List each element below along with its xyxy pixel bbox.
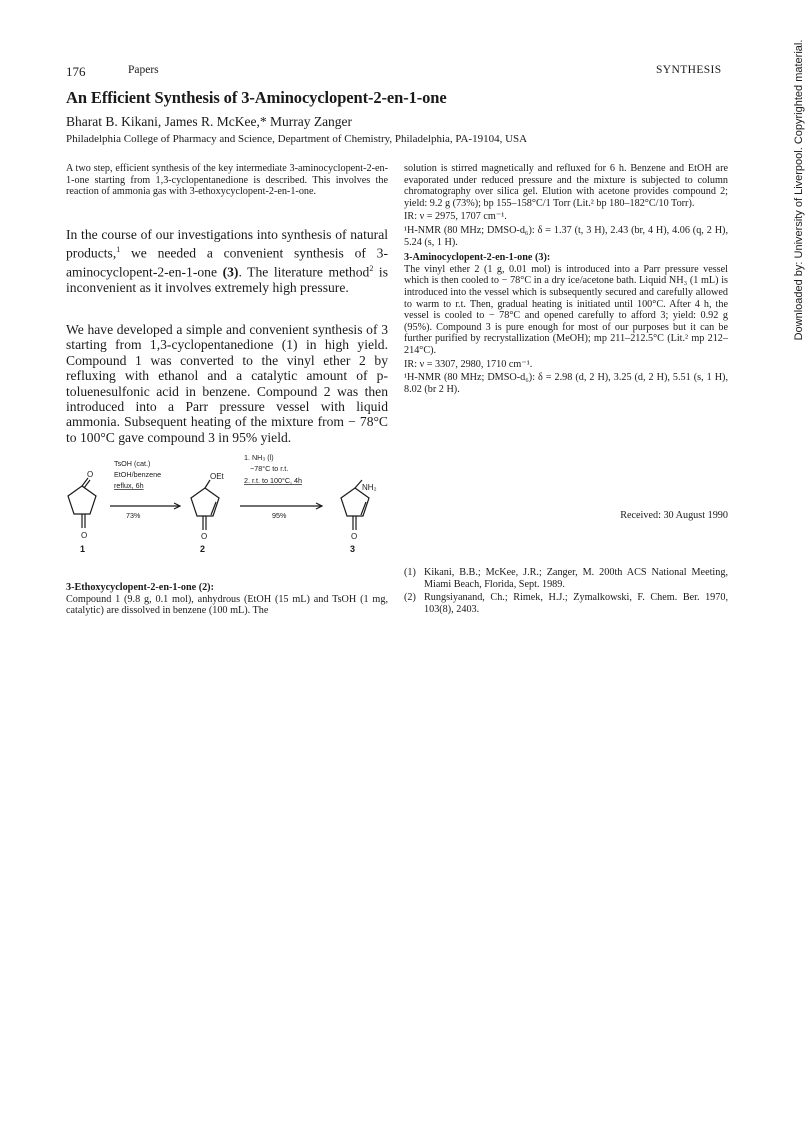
- intro-text-d: is inconvenient as it involves extremely high pressure.: [66, 264, 388, 296]
- step2-heating: 2. r.t. to 100°C, 4h: [244, 476, 303, 485]
- step1-conditions: reflux, 6h: [114, 481, 144, 490]
- compound-1-structure: [68, 478, 96, 528]
- scheme-o-1b: O: [81, 531, 88, 540]
- page-number: 176: [66, 64, 86, 79]
- step1-solvent: EtOH/benzene: [114, 470, 162, 479]
- right-column: [404, 163, 728, 395]
- compound-label-2: 2: [200, 544, 206, 554]
- compound-label-3: 3: [350, 544, 356, 554]
- experimental-compound-2: [66, 582, 388, 617]
- step2-cooling: −78°C to r.t.: [250, 464, 289, 473]
- procedure-compound-3: The vinyl ether 2 (1 g, 0.01 mol) is introduced into a Parr pressure vessel which is then cooled to − 78°C in a dry ice/acetone bath. Liquid NH₃ (1 mL) is introduced into the vessel which is subsequently secured and carefully allowed to warm to r.t. Then, gradual heating is initiated until 100°C. After 4 h, the vessel is cooled to − 78°C and opened carefully to afford 3; yield: 0.92 g (95%). Compound 3 is pure enough for most of our purposes but it can be further purified by recrystallization (MeOH); mp 211–212.5°C (Lit.² mp 212–214°C).: [404, 263, 728, 356]
- section-label: Papers: [128, 64, 159, 76]
- nmr-compound-2: ¹H-NMR (80 MHz; DMSO-d₆): δ = 1.37 (t, 3 H), 2.43 (br, 4 H), 4.06 (q, 2 H), 5.24 (s, 1 H).: [404, 224, 728, 248]
- heading-compound-3: 3-Aminocyclopent-2-en-1-one (3):: [404, 252, 551, 264]
- reference-item: [404, 592, 728, 615]
- journal-name: SYNTHESIS: [656, 64, 722, 76]
- ref-mark-2: 2: [369, 264, 374, 274]
- step2-reagent: 1. NH₃ (l): [244, 453, 274, 462]
- scheme-o-1a: O: [87, 470, 94, 479]
- reaction-scheme: [60, 448, 390, 560]
- received-date: Received: 30 August 1990: [620, 510, 728, 521]
- intro-text-c: . The literature method: [238, 264, 370, 280]
- procedure-compound-2-part-a: Compound 1 (9.8 g, 0.1 mol), anhydrous (EtOH (15 mL) and TsOH (1 mg, catalytic) are dissolved in benzene (100 mL). The: [66, 593, 388, 617]
- step1-reagent: TsOH (cat.): [114, 459, 151, 468]
- reference-number: (1): [404, 567, 416, 578]
- results-paragraph: We have developed a simple and convenient synthesis of 3 starting from 1,3-cyclopentanedione (1) in high yield. Compound 1 was converted to the vinyl ether 2 by refluxing with ethanol and a catalytic amount of p-toluenesulfonic acid in benzene. Compound 2 was then introduced into a Parr pressure vessel with liquid ammonia. Subsequent heating of the mixture from − 78°C to 100°C gave compound 3 in 95% yield.: [66, 322, 388, 445]
- reference-text: Kikani, B.B.; McKee, J.R.; Zanger, M. 200th ACS National Meeting, Miami Beach, Florida, Sept. 1989.: [424, 567, 728, 590]
- oet-label: OEt: [210, 472, 224, 481]
- article-title: An Efficient Synthesis of 3-Aminocyclopent-2-en-1-one: [66, 88, 447, 107]
- intro-paragraph: [66, 227, 388, 296]
- intro-text-a: In the course of our investigations into synthesis of natural products,: [66, 227, 388, 261]
- heading-compound-2: 3-Ethoxycyclopent-2-en-1-one (2):: [66, 582, 214, 593]
- ref-mark-1: 1: [116, 245, 121, 255]
- compound-label-1: 1: [80, 544, 86, 554]
- intro-text-b: we needed a convenient synthesis of 3-aminocyclopent-2-en-1-one: [66, 245, 388, 280]
- step1-yield: 73%: [126, 511, 141, 520]
- ir-compound-3: IR: ν = 3307, 2980, 1710 cm⁻¹.: [404, 358, 533, 370]
- compound-ref-3: (3): [222, 264, 239, 280]
- reference-text: Rungsiyanand, Ch.; Rimek, H.J.; Zymalkowski, F. Chem. Ber. 1970, 103(8), 2403.: [424, 592, 728, 615]
- procedure-compound-2-part-b: solution is stirred magnetically and refluxed for 6 h. Benzene and EtOH are evaporated under reduced pressure and the mixture is subjected to column chromatography over silica gel. Elution with acetone provides compound 2; yield: 9.2 g (73%); bp 155–158°C/1 Torr (Lit.² bp 180–182°C/10 Torr).: [404, 163, 728, 209]
- affiliation: Philadelphia College of Pharmacy and Science, Department of Chemistry, Philadelphia, PA-19104, USA: [66, 133, 528, 145]
- reference-list: [404, 567, 728, 615]
- scheme-o-2: O: [201, 532, 208, 541]
- ir-compound-2: IR: ν = 2975, 1707 cm⁻¹.: [404, 211, 507, 223]
- abstract: A two step, efficient synthesis of the key intermediate 3-aminocyclopent-2-en-1-one starting from 1,3-cyclopentanedione is described. This involves the reaction of ammonia gas with 3-ethoxycyclopent-2-en-1-one.: [66, 163, 388, 198]
- compound-2-structure: [191, 480, 219, 530]
- step2-yield: 95%: [272, 511, 287, 520]
- nh2-label: NH₂: [362, 483, 377, 492]
- author-list: Bharat B. Kikani, James R. McKee,* Murray Zanger: [66, 114, 353, 129]
- reference-item: [404, 567, 728, 590]
- scheme-o-3: O: [351, 532, 358, 541]
- reference-number: (2): [404, 592, 416, 604]
- download-notice: Downloaded by: University of Liverpool. Copyrighted material.: [793, 39, 805, 341]
- nmr-compound-3: ¹H-NMR (80 MHz; DMSO-d₆): δ = 2.98 (d, 2 H), 3.25 (d, 2 H), 5.51 (s, 1 H), 8.02 (br 2 H).: [404, 372, 728, 395]
